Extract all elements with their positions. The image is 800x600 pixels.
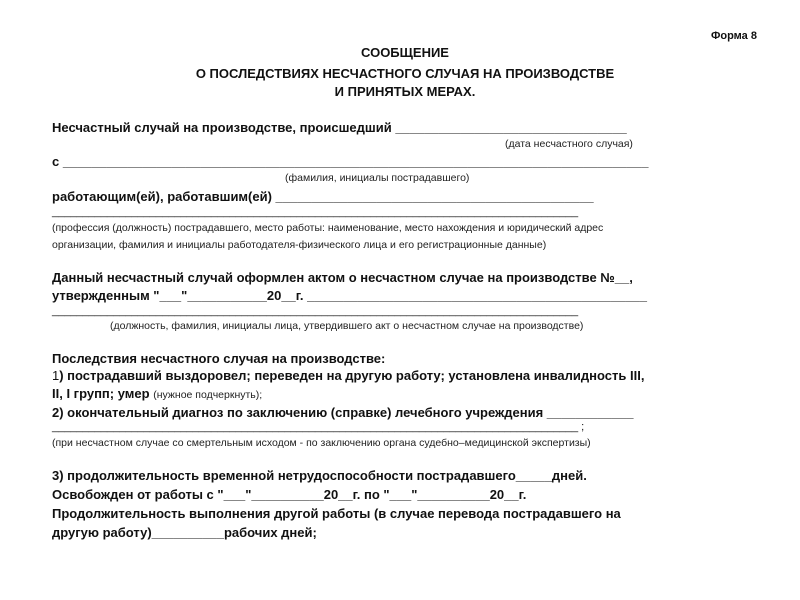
- profession-blank-line: ______________________________________________________________________________________: [52, 206, 579, 218]
- document-title-line3: И ПРИНЯТЫХ МЕРАХ.: [334, 84, 476, 99]
- released-from-work-line: Освобожден от работы с "___"__________20__г. по "___"__________20__г.: [52, 487, 527, 502]
- approver-blank-line: ______________________________________________________________________________________: [52, 305, 579, 317]
- accident-date-caption: (дата несчастного случая): [505, 138, 633, 150]
- form-number-label: Форма 8: [711, 30, 757, 42]
- consequence-item1: [52, 369, 644, 382]
- approved-date-line: утвержденным "___"___________20__г. _______________________________________________: [52, 288, 647, 303]
- other-work-duration-line: Продолжительность выполнения другой работы (в случае перевода пострадавшего на: [52, 506, 621, 521]
- act-statement-line: Данный несчастный случай оформлен актом о несчастном случае на производстве №__,: [52, 270, 633, 285]
- consequences-heading: Последствия несчастного случая на производстве:: [52, 351, 386, 366]
- consequence-item1-continued: [52, 387, 262, 401]
- document-title-line1: СООБЩЕНИЕ: [361, 45, 449, 60]
- profession-caption-line1: (профессия (должность) пострадавшего, место работы: наименование, место нахождения и юридический адрес: [52, 222, 604, 234]
- disability-duration-line: 3) продолжительность временной нетрудоспособности пострадавшего_____дней.: [52, 468, 587, 483]
- document-title-line2: О ПОСЛЕДСТВИЯХ НЕСЧАСТНОГО СЛУЧАЯ НА ПРОИЗВОДСТВЕ: [195, 66, 615, 81]
- underline-note: (нужное подчеркнуть);: [153, 389, 263, 401]
- profession-caption-line2: организации, фамилия и инициалы работодателя-физического лица и его регистрационные данные): [52, 239, 547, 251]
- approver-caption: (должность, фамилия, инициалы лица, утвердившего акт о несчастном случае на производстве): [110, 320, 584, 332]
- diagnosis-line: 2) окончательный диагноз по заключению (справке) лечебного учреждения ____________: [52, 405, 634, 420]
- victim-name-caption: (фамилия, инициалы пострадавшего): [285, 172, 470, 184]
- consequence-item1-line2: II, I групп; умер: [52, 386, 150, 401]
- accident-date-line: Несчастный случай на производстве, происшедший ________________________________: [52, 120, 627, 135]
- working-line: работающим(ей), работавшим(ей) ____________________________________________: [52, 189, 594, 204]
- consequence-item1-text: ) пострадавший выздоровел; переведен на другую работу; установлена инвалидность III,: [59, 368, 645, 383]
- consequence-item1-number: 1: [52, 368, 60, 383]
- victim-name-line: с _________________________________________________________________________________: [52, 154, 649, 169]
- other-work-days-line: другую работу)__________рабочих дней;: [52, 525, 317, 540]
- diagnosis-blank-line: ______________________________________________________________________________________ ;: [52, 421, 585, 433]
- diagnosis-caption: (при несчастном случае со смертельным исходом - по заключению органа судебно–медицинской экспертизы): [52, 437, 591, 449]
